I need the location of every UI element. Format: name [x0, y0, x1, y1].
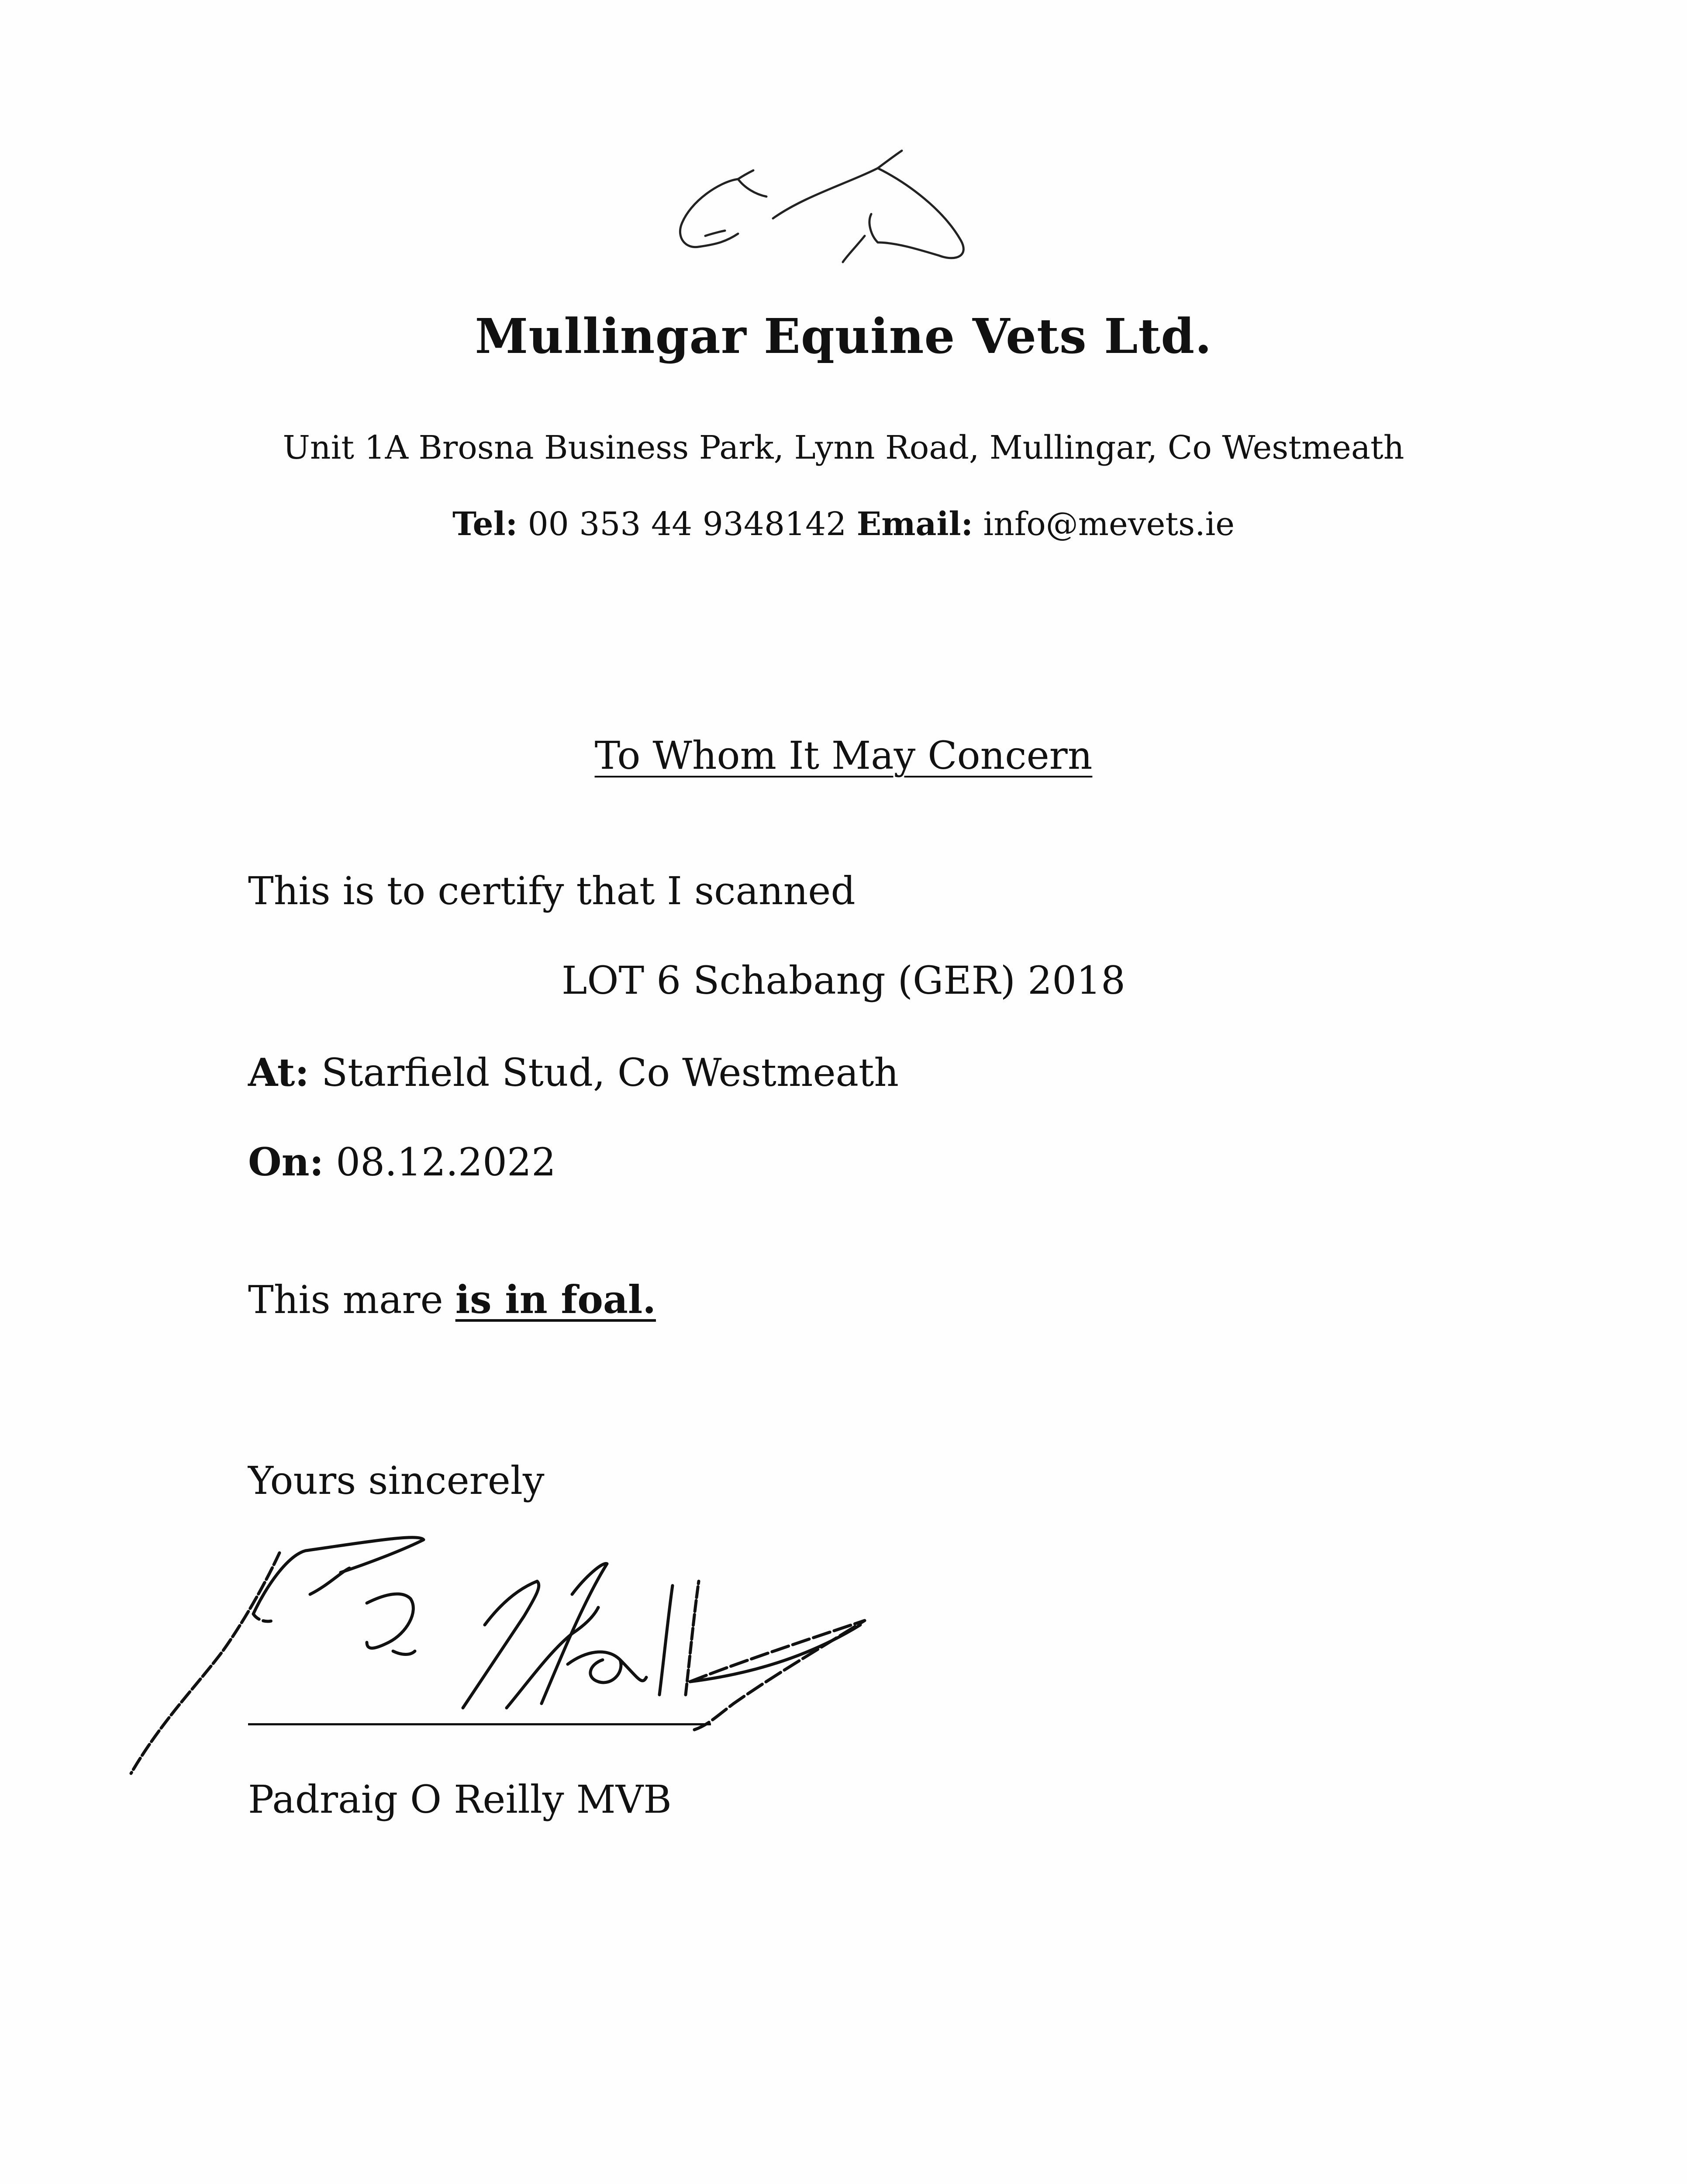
company-address: Unit 1A Brosna Business Park, Lynn Road, Mullingar, Co Westmeath	[283, 429, 1404, 467]
location-line	[248, 1046, 899, 1099]
lot-subject: LOT 6 Schabang (GER) 2018	[561, 958, 1126, 1003]
email-label: Email:	[856, 505, 973, 543]
email-value: info@mevets.ie	[983, 505, 1235, 543]
salutation: To Whom It May Concern	[594, 733, 1093, 778]
contact-line	[0, 502, 1687, 546]
result-line	[248, 1273, 656, 1326]
handwritten-signature	[122, 1520, 935, 1800]
date-line	[248, 1136, 556, 1189]
on-value: 08.12.2022	[336, 1140, 556, 1185]
foal-status: is in foal.	[455, 1277, 656, 1322]
at-value: Starfield Stud, Co Westmeath	[321, 1050, 899, 1095]
tel-label: Tel:	[452, 505, 518, 543]
company-name: Mullingar Equine Vets Ltd.	[475, 308, 1212, 364]
signatory-name: Padraig O Reilly MVB	[248, 1777, 672, 1822]
horse-heads-logo-icon	[673, 149, 974, 271]
at-label: At:	[248, 1050, 309, 1095]
closing: Yours sincerely	[248, 1458, 545, 1503]
tel-value: 00 353 44 9348142	[528, 505, 847, 543]
certify-intro: This is to certify that I scanned	[248, 868, 856, 913]
on-label: On:	[248, 1139, 324, 1185]
result-prefix: This mare	[248, 1277, 443, 1322]
